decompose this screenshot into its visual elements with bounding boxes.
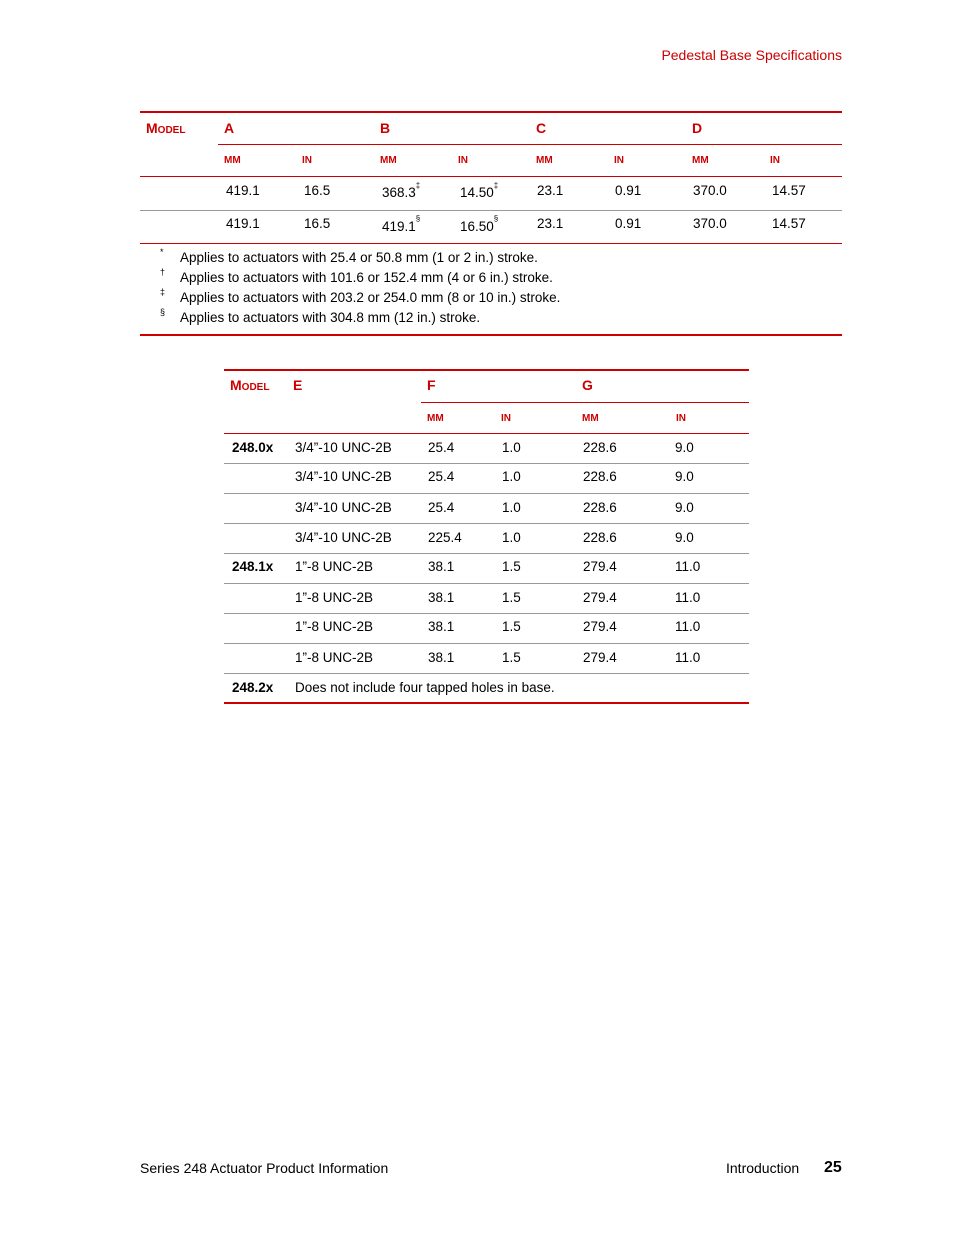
f-mm-cell: 25.4 — [428, 469, 455, 484]
g-in-cell: 11.0 — [675, 650, 701, 665]
g-in-cell: 9.0 — [675, 500, 694, 515]
unit-a-in: IN — [302, 155, 312, 166]
g-mm-cell: 279.4 — [583, 590, 617, 605]
b-in-note: § — [493, 214, 499, 223]
header-model: Model — [230, 377, 270, 393]
table-row — [224, 553, 749, 583]
unit-b-mm: MM — [380, 155, 397, 166]
b-mm — [382, 183, 420, 198]
f-in-cell: 1.5 — [502, 559, 521, 574]
g-mm-cell: 228.6 — [583, 500, 617, 515]
dimensions-table-abcd — [140, 111, 842, 336]
g-mm-cell: 228.6 — [583, 440, 617, 455]
footnote-mark: ‡ — [160, 287, 166, 297]
e-cell: 3/4”-10 UNC-2B — [295, 469, 392, 484]
f-in-cell: 1.5 — [502, 619, 521, 634]
header-d: D — [692, 120, 703, 136]
table-row — [224, 463, 749, 493]
c-in: 0.91 — [615, 183, 642, 198]
b-mm-note: § — [415, 214, 421, 223]
c-mm: 23.1 — [537, 183, 564, 198]
g-mm-cell: 279.4 — [583, 650, 617, 665]
f-in-cell: 1.5 — [502, 590, 521, 605]
f-mm-cell: 38.1 — [428, 590, 455, 605]
c-in: 0.91 — [615, 216, 642, 231]
e-cell: 3/4”-10 UNC-2B — [295, 500, 392, 515]
a-mm: 419.1 — [226, 216, 260, 231]
d-mm: 370.0 — [693, 183, 727, 198]
b-in — [460, 214, 499, 234]
table-row — [224, 673, 749, 704]
g-mm-cell: 279.4 — [583, 559, 617, 574]
unit-f-in: IN — [501, 413, 511, 424]
model-cell: 248.2x — [232, 680, 274, 695]
table-row — [140, 210, 842, 243]
footnote-text: Applies to actuators with 304.8 mm (12 in.) stroke. — [180, 310, 481, 325]
f-mm-cell: 25.4 — [428, 500, 455, 515]
model-cell: 248.1x — [232, 559, 274, 574]
b-mm-note: ‡ — [415, 181, 421, 190]
a-mm: 419.1 — [226, 183, 260, 198]
g-in-cell: 11.0 — [675, 619, 701, 634]
g-in-cell: 9.0 — [675, 530, 694, 545]
footnote-mark: † — [160, 267, 166, 277]
note-cell: Does not include four tapped holes in base. — [295, 680, 555, 695]
f-in-cell: 1.0 — [502, 530, 521, 545]
header-b: B — [380, 120, 391, 136]
header-c: C — [536, 120, 547, 136]
table-row — [224, 643, 749, 673]
d-mm: 370.0 — [693, 216, 727, 231]
b-in — [460, 183, 498, 198]
g-mm-cell: 228.6 — [583, 530, 617, 545]
a-in: 16.5 — [304, 183, 331, 198]
f-in-cell: 1.5 — [502, 650, 521, 665]
b-mm-value: 368.3 — [382, 185, 416, 200]
running-head: Pedestal Base Specifications — [661, 47, 842, 63]
a-in: 16.5 — [304, 216, 331, 231]
e-cell: 1”-8 UNC-2B — [295, 590, 374, 605]
b-in-note: ‡ — [493, 181, 499, 190]
e-cell: 1”-8 UNC-2B — [295, 559, 374, 574]
model-cell: 248.0x — [232, 440, 274, 455]
footer-section: Introduction — [726, 1160, 800, 1176]
table-header-row — [224, 369, 749, 402]
g-in-cell: 9.0 — [675, 440, 694, 455]
units-row — [421, 402, 749, 433]
table-row — [224, 523, 749, 553]
footnote-text: Applies to actuators with 101.6 or 152.4 mm (4 or 6 in.) stroke. — [180, 270, 553, 285]
header-model: Model — [146, 120, 186, 136]
footnote-mark: * — [160, 247, 164, 257]
unit-d-mm: MM — [692, 155, 709, 166]
e-cell: 1”-8 UNC-2B — [295, 619, 374, 634]
e-cell: 3/4”-10 UNC-2B — [295, 440, 392, 455]
unit-b-in: IN — [458, 155, 468, 166]
e-cell: 3/4”-10 UNC-2B — [295, 530, 392, 545]
table-row — [140, 176, 842, 210]
footer-doc-title: Series 248 Actuator Product Information — [140, 1160, 389, 1176]
unit-d-in: IN — [770, 155, 780, 166]
f-in-cell: 1.0 — [502, 440, 521, 455]
g-in-cell: 9.0 — [675, 469, 694, 484]
g-in-cell: 11.0 — [675, 559, 701, 574]
footnote-text: Applies to actuators with 25.4 or 50.8 mm (1 or 2 in.) stroke. — [180, 250, 538, 265]
unit-c-in: IN — [614, 155, 624, 166]
g-in-cell: 11.0 — [675, 590, 701, 605]
b-in-value: 16.50 — [460, 219, 494, 234]
f-mm-cell: 225.4 — [428, 530, 462, 545]
d-in: 14.57 — [772, 216, 806, 231]
footnote-text: Applies to actuators with 203.2 or 254.0 mm (8 or 10 in.) stroke. — [180, 290, 561, 305]
f-in-cell: 1.0 — [502, 469, 521, 484]
table-row — [224, 613, 749, 643]
g-mm-cell: 279.4 — [583, 619, 617, 634]
header-e: E — [293, 377, 303, 393]
unit-g-mm: MM — [582, 413, 599, 424]
d-in: 14.57 — [772, 183, 806, 198]
page-number: 25 — [824, 1159, 842, 1176]
b-mm-value: 419.1 — [382, 219, 416, 234]
f-mm-cell: 25.4 — [428, 440, 455, 455]
unit-f-mm: MM — [427, 413, 444, 424]
unit-a-mm: MM — [224, 155, 241, 166]
b-in-value: 14.50 — [460, 185, 494, 200]
footnote-mark: § — [160, 307, 166, 317]
table-header-row — [140, 111, 842, 144]
g-mm-cell: 228.6 — [583, 469, 617, 484]
b-mm — [382, 214, 421, 234]
units-row — [218, 144, 842, 176]
f-mm-cell: 38.1 — [428, 559, 455, 574]
e-cell: 1”-8 UNC-2B — [295, 650, 374, 665]
f-mm-cell: 38.1 — [428, 650, 455, 665]
dimensions-table-efg — [224, 369, 749, 704]
header-a: A — [224, 120, 235, 136]
c-mm: 23.1 — [537, 216, 564, 231]
table-row — [224, 583, 749, 613]
table-row — [224, 433, 749, 463]
f-in-cell: 1.0 — [502, 500, 521, 515]
unit-g-in: IN — [676, 413, 686, 424]
footnotes — [140, 243, 842, 336]
header-g: G — [582, 377, 593, 393]
table-row — [224, 493, 749, 523]
f-mm-cell: 38.1 — [428, 619, 455, 634]
header-f: F — [427, 377, 436, 393]
unit-c-mm: MM — [536, 155, 553, 166]
